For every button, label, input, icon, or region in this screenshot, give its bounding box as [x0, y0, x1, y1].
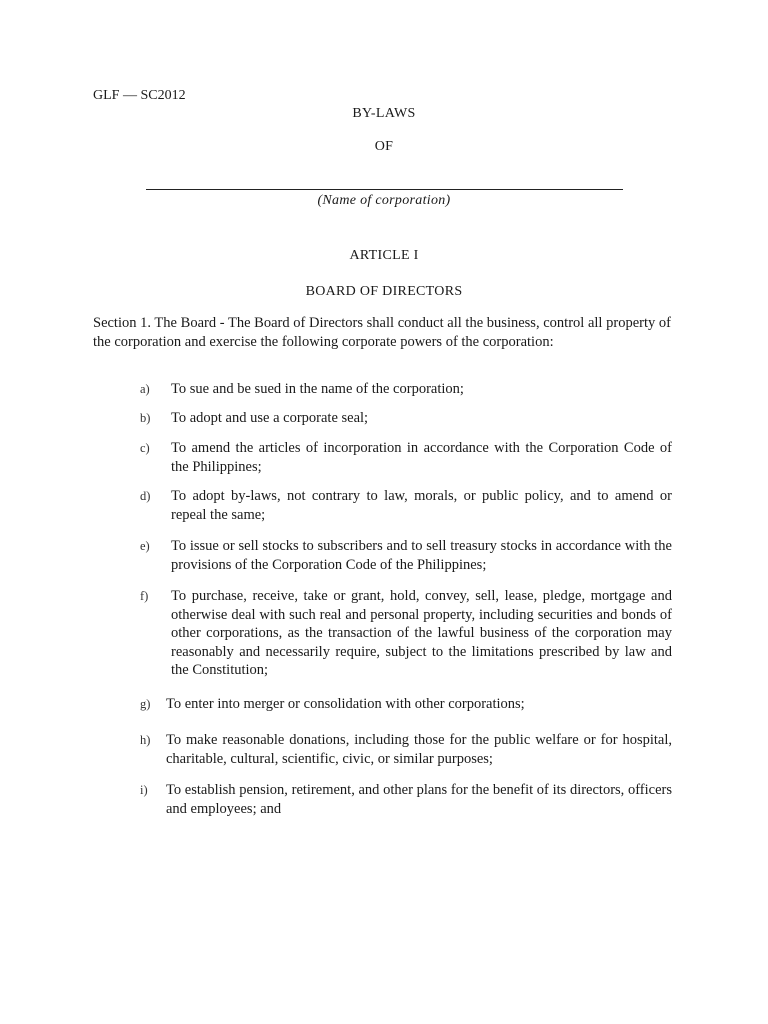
list-item — [138, 380, 672, 399]
corporation-name-line — [146, 189, 623, 190]
list-marker: i) — [140, 783, 148, 797]
list-marker: h) — [140, 733, 151, 747]
list-item-text: To enter into merger or consolidation with other corporations; — [166, 696, 525, 712]
list-item-text: To sue and be sued in the name of the corporation; — [171, 381, 464, 397]
list-marker: e) — [140, 539, 150, 553]
list-item — [138, 781, 672, 818]
list-item — [138, 731, 672, 768]
list-item-text: To issue or sell stocks to subscribers and to sell treasury stocks in accordance with the provisions of the Corporation Code of the Philippines; — [171, 538, 672, 573]
section-intro: Section 1. The Board - The Board of Directors shall conduct all the business, control all property of the corporation and exercise the following corporate powers of the corporation: — [93, 315, 671, 350]
list-item-text: To amend the articles of incorporation in accordance with the Corporation Code of the Philippines; — [171, 440, 672, 475]
list-marker: c) — [140, 441, 150, 455]
list-item-text: To purchase, receive, take or grant, hold, convey, sell, lease, pledge, mortgage and otherwise deal with such real and personal property, including securities and bonds of other corporations, as the transaction of the lawful business of the corporation may reasonably and necessarily require, subject to the limitations prescribed by law and the Constitution; — [171, 588, 672, 678]
list-marker: a) — [140, 382, 150, 396]
document-of: OF — [374, 139, 394, 154]
list-item — [138, 695, 672, 714]
list-item-text: To adopt by-laws, not contrary to law, morals, or public policy, and to amend or repeal the same; — [171, 488, 672, 523]
list-item — [138, 587, 672, 680]
article-title: BOARD OF DIRECTORS — [305, 284, 463, 299]
list-marker: g) — [140, 697, 151, 711]
document-code: GLF — SC2012 — [93, 88, 186, 103]
corporation-name-caption: (Name of corporation) — [317, 193, 451, 208]
list-marker: d) — [140, 489, 151, 503]
list-item-text: To adopt and use a corporate seal; — [171, 410, 369, 426]
list-item-text: To establish pension, retirement, and other plans for the benefit of its directors, officers and employees; and — [166, 782, 672, 817]
list-item — [138, 439, 672, 476]
list-item — [138, 409, 672, 428]
document-title: BY-LAWS — [352, 106, 416, 121]
list-item — [138, 537, 672, 574]
list-item — [138, 487, 672, 524]
list-marker: f) — [140, 589, 149, 603]
article-heading: ARTICLE I — [349, 248, 419, 263]
list-marker: b) — [140, 411, 151, 425]
list-item-text: To make reasonable donations, including those for the public welfare or for hospital, charitable, cultural, scientific, civic, or similar purposes; — [166, 732, 672, 767]
